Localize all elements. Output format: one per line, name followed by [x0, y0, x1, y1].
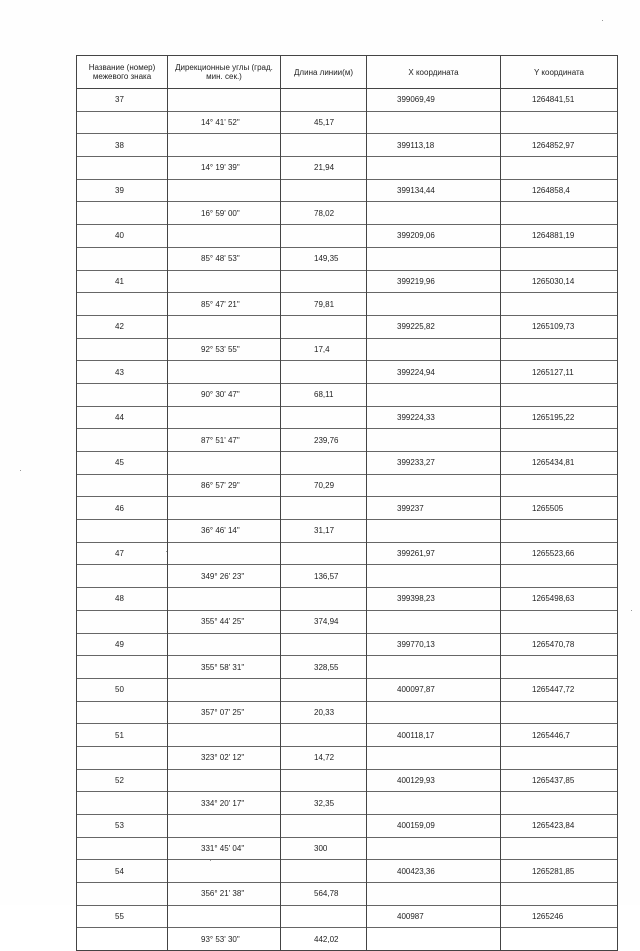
point-name: 53 [77, 815, 168, 838]
empty-cell [367, 746, 501, 769]
point-name: 48 [77, 588, 168, 611]
segment-row [77, 656, 618, 679]
segment-row [77, 474, 618, 497]
direction-angle: 357° 07' 25" [168, 701, 281, 724]
empty-cell [281, 361, 367, 384]
segment-row [77, 157, 618, 180]
point-row [77, 315, 618, 338]
x-coordinate: 400129,93 [367, 769, 501, 792]
empty-cell [77, 293, 168, 316]
point-name: 44 [77, 406, 168, 429]
point-row [77, 134, 618, 157]
empty-cell [501, 656, 618, 679]
direction-angle: 334° 20' 17" [168, 792, 281, 815]
empty-cell [281, 270, 367, 293]
empty-cell [168, 89, 281, 112]
segment-row [77, 701, 618, 724]
empty-cell [281, 89, 367, 112]
y-coordinate: 1265109,73 [501, 315, 618, 338]
y-coordinate: 1265195,22 [501, 406, 618, 429]
empty-cell [367, 520, 501, 543]
segment-row [77, 202, 618, 225]
point-row [77, 361, 618, 384]
empty-cell [77, 701, 168, 724]
direction-angle: 86° 57' 29" [168, 474, 281, 497]
empty-cell [77, 520, 168, 543]
y-coordinate: 1264881,19 [501, 225, 618, 248]
direction-angle: 16° 59' 00" [168, 202, 281, 225]
empty-cell [168, 724, 281, 747]
empty-cell [281, 633, 367, 656]
x-coordinate: 399113,18 [367, 134, 501, 157]
empty-cell [367, 883, 501, 906]
empty-cell [367, 157, 501, 180]
point-name: 37 [77, 89, 168, 112]
y-coordinate: 1265523,66 [501, 542, 618, 565]
point-row [77, 860, 618, 883]
y-coordinate: 1264841,51 [501, 89, 618, 112]
empty-cell [77, 157, 168, 180]
empty-cell [367, 565, 501, 588]
empty-cell [501, 928, 618, 951]
line-length: 136,57 [281, 565, 367, 588]
empty-cell [77, 202, 168, 225]
y-coordinate: 1265437,85 [501, 769, 618, 792]
empty-cell [168, 497, 281, 520]
x-coordinate: 399398,23 [367, 588, 501, 611]
y-coordinate: 1264852,97 [501, 134, 618, 157]
empty-cell [501, 610, 618, 633]
x-coordinate: 399219,96 [367, 270, 501, 293]
line-length: 45,17 [281, 111, 367, 134]
empty-cell [281, 542, 367, 565]
segment-row [77, 520, 618, 543]
empty-cell [367, 474, 501, 497]
x-coordinate: 399225,82 [367, 315, 501, 338]
line-length: 564,78 [281, 883, 367, 906]
line-length: 21,94 [281, 157, 367, 180]
empty-cell [367, 429, 501, 452]
segment-row [77, 293, 618, 316]
empty-cell [168, 134, 281, 157]
point-row [77, 89, 618, 112]
direction-angle: 349° 26' 23" [168, 565, 281, 588]
empty-cell [77, 928, 168, 951]
line-length: 79,81 [281, 293, 367, 316]
point-name: 50 [77, 678, 168, 701]
scan-speck [20, 470, 21, 471]
empty-cell [281, 134, 367, 157]
line-length: 70,29 [281, 474, 367, 497]
empty-cell [168, 815, 281, 838]
line-length: 374,94 [281, 610, 367, 633]
y-coordinate: 1265127,11 [501, 361, 618, 384]
empty-cell [281, 815, 367, 838]
empty-cell [281, 315, 367, 338]
empty-cell [168, 633, 281, 656]
empty-cell [367, 383, 501, 406]
empty-cell [501, 701, 618, 724]
line-length: 68,11 [281, 383, 367, 406]
point-row [77, 588, 618, 611]
direction-angle: 323° 02' 12" [168, 746, 281, 769]
y-coordinate: 1265446,7 [501, 724, 618, 747]
line-length: 239,76 [281, 429, 367, 452]
direction-angle: 85° 47' 21" [168, 293, 281, 316]
point-name: 43 [77, 361, 168, 384]
empty-cell [281, 724, 367, 747]
y-coordinate: 1265505 [501, 497, 618, 520]
empty-cell [77, 338, 168, 361]
scan-speck [631, 610, 632, 611]
point-row [77, 542, 618, 565]
empty-cell [367, 338, 501, 361]
x-coordinate: 400118,17 [367, 724, 501, 747]
header-x: X координата [367, 56, 501, 89]
boundary-coordinates-table [76, 55, 618, 951]
y-coordinate: 1265470,78 [501, 633, 618, 656]
empty-cell [501, 429, 618, 452]
point-row [77, 406, 618, 429]
empty-cell [501, 565, 618, 588]
x-coordinate: 400097,87 [367, 678, 501, 701]
point-row [77, 270, 618, 293]
empty-cell [168, 905, 281, 928]
empty-cell [281, 769, 367, 792]
x-coordinate: 399233,27 [367, 452, 501, 475]
segment-row [77, 247, 618, 270]
point-name: 54 [77, 860, 168, 883]
point-name: 52 [77, 769, 168, 792]
point-row [77, 905, 618, 928]
empty-cell [367, 837, 501, 860]
empty-cell [77, 883, 168, 906]
line-length: 78,02 [281, 202, 367, 225]
line-length: 20,33 [281, 701, 367, 724]
scan-speck [166, 551, 167, 552]
empty-cell [168, 542, 281, 565]
empty-cell [77, 610, 168, 633]
direction-angle: 331° 45' 04" [168, 837, 281, 860]
segment-row [77, 610, 618, 633]
x-coordinate: 399770,13 [367, 633, 501, 656]
point-name: 51 [77, 724, 168, 747]
empty-cell [77, 792, 168, 815]
empty-cell [501, 202, 618, 225]
point-name: 41 [77, 270, 168, 293]
x-coordinate: 399209,06 [367, 225, 501, 248]
empty-cell [501, 474, 618, 497]
x-coordinate: 399069,49 [367, 89, 501, 112]
point-name: 46 [77, 497, 168, 520]
y-coordinate: 1265246 [501, 905, 618, 928]
point-name: 45 [77, 452, 168, 475]
empty-cell [501, 837, 618, 860]
empty-cell [367, 701, 501, 724]
empty-cell [168, 361, 281, 384]
empty-cell [168, 588, 281, 611]
empty-cell [501, 383, 618, 406]
empty-cell [168, 452, 281, 475]
point-row [77, 815, 618, 838]
empty-cell [501, 111, 618, 134]
empty-cell [501, 792, 618, 815]
empty-cell [168, 270, 281, 293]
empty-cell [367, 247, 501, 270]
empty-cell [501, 746, 618, 769]
point-name: 55 [77, 905, 168, 928]
direction-angle: 14° 19' 39" [168, 157, 281, 180]
x-coordinate: 399261,97 [367, 542, 501, 565]
x-coordinate: 399237 [367, 497, 501, 520]
empty-cell [77, 565, 168, 588]
header-name: Название (номер) межевого знака [77, 56, 168, 89]
empty-cell [367, 293, 501, 316]
empty-cell [281, 905, 367, 928]
empty-cell [367, 792, 501, 815]
point-row [77, 452, 618, 475]
empty-cell [168, 179, 281, 202]
segment-row [77, 111, 618, 134]
empty-cell [168, 225, 281, 248]
point-row [77, 179, 618, 202]
point-row [77, 724, 618, 747]
y-coordinate: 1264858,4 [501, 179, 618, 202]
point-name: 42 [77, 315, 168, 338]
direction-angle: 92° 53' 55" [168, 338, 281, 361]
empty-cell [367, 610, 501, 633]
segment-row [77, 883, 618, 906]
direction-angle: 36° 46' 14" [168, 520, 281, 543]
x-coordinate: 400987 [367, 905, 501, 928]
segment-row [77, 565, 618, 588]
empty-cell [77, 746, 168, 769]
y-coordinate: 1265498,63 [501, 588, 618, 611]
direction-angle: 93° 53' 30" [168, 928, 281, 951]
point-name: 38 [77, 134, 168, 157]
empty-cell [77, 429, 168, 452]
direction-angle: 355° 58' 31" [168, 656, 281, 679]
empty-cell [367, 111, 501, 134]
x-coordinate: 399224,94 [367, 361, 501, 384]
point-row [77, 497, 618, 520]
point-name: 47 [77, 542, 168, 565]
table-header-row [77, 56, 618, 89]
line-length: 17,4 [281, 338, 367, 361]
direction-angle: 87° 51' 47" [168, 429, 281, 452]
y-coordinate: 1265030,14 [501, 270, 618, 293]
direction-angle: 85° 48' 53" [168, 247, 281, 270]
header-angles: Дирекционные углы (град. мин. сек.) [168, 56, 281, 89]
empty-cell [281, 588, 367, 611]
segment-row [77, 792, 618, 815]
segment-row [77, 429, 618, 452]
empty-cell [77, 111, 168, 134]
header-y: Y координата [501, 56, 618, 89]
direction-angle: 90° 30' 47" [168, 383, 281, 406]
direction-angle: 356° 21' 38" [168, 883, 281, 906]
segment-row [77, 837, 618, 860]
empty-cell [77, 474, 168, 497]
empty-cell [501, 293, 618, 316]
empty-cell [77, 383, 168, 406]
empty-cell [77, 837, 168, 860]
header-length: Длина линии(м) [281, 56, 367, 89]
line-length: 14,72 [281, 746, 367, 769]
empty-cell [168, 769, 281, 792]
empty-cell [281, 179, 367, 202]
y-coordinate: 1265423,84 [501, 815, 618, 838]
empty-cell [281, 452, 367, 475]
empty-cell [168, 860, 281, 883]
x-coordinate: 399224,33 [367, 406, 501, 429]
segment-row [77, 928, 618, 951]
empty-cell [281, 860, 367, 883]
scan-speck [602, 20, 603, 21]
x-coordinate: 400159,09 [367, 815, 501, 838]
line-length: 31,17 [281, 520, 367, 543]
point-name: 40 [77, 225, 168, 248]
line-length: 32,35 [281, 792, 367, 815]
x-coordinate: 399134,44 [367, 179, 501, 202]
empty-cell [281, 225, 367, 248]
line-length: 328,55 [281, 656, 367, 679]
empty-cell [168, 315, 281, 338]
point-row [77, 678, 618, 701]
empty-cell [168, 678, 281, 701]
empty-cell [501, 883, 618, 906]
point-row [77, 769, 618, 792]
y-coordinate: 1265281,85 [501, 860, 618, 883]
y-coordinate: 1265434,81 [501, 452, 618, 475]
line-length: 149,35 [281, 247, 367, 270]
point-name: 39 [77, 179, 168, 202]
empty-cell [168, 406, 281, 429]
empty-cell [281, 497, 367, 520]
line-length: 442,02 [281, 928, 367, 951]
direction-angle: 355° 44' 25" [168, 610, 281, 633]
scan-speck [210, 860, 211, 861]
x-coordinate: 400423,36 [367, 860, 501, 883]
empty-cell [281, 406, 367, 429]
point-row [77, 225, 618, 248]
empty-cell [501, 520, 618, 543]
empty-cell [501, 338, 618, 361]
segment-row [77, 338, 618, 361]
empty-cell [77, 247, 168, 270]
empty-cell [501, 247, 618, 270]
segment-row [77, 746, 618, 769]
empty-cell [367, 928, 501, 951]
direction-angle: 14° 41' 52" [168, 111, 281, 134]
y-coordinate: 1265447,72 [501, 678, 618, 701]
segment-row [77, 383, 618, 406]
line-length: 300 [281, 837, 367, 860]
empty-cell [77, 656, 168, 679]
empty-cell [367, 202, 501, 225]
empty-cell [367, 656, 501, 679]
empty-cell [501, 157, 618, 180]
point-name: 49 [77, 633, 168, 656]
empty-cell [281, 678, 367, 701]
table-body [77, 89, 618, 951]
point-row [77, 633, 618, 656]
